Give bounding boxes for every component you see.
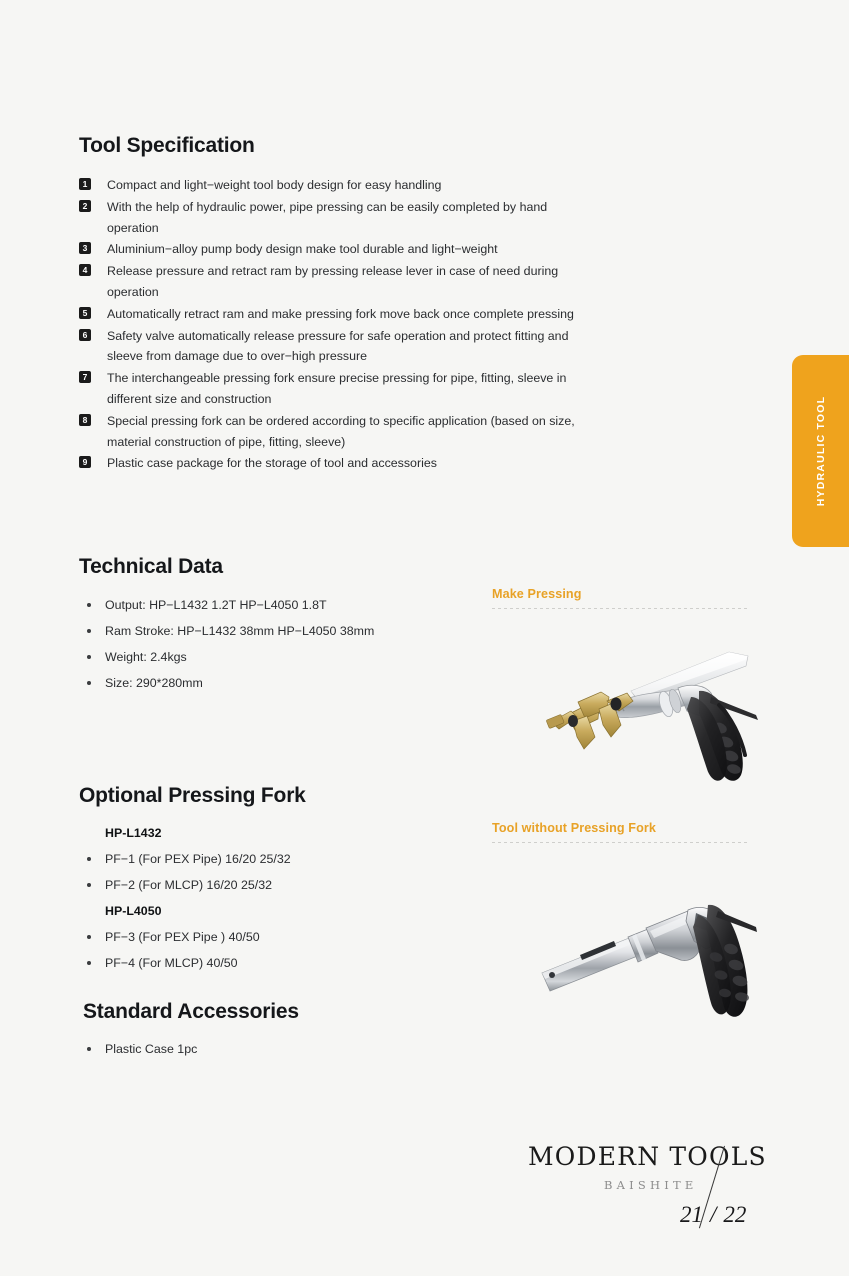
caption-divider — [492, 608, 748, 609]
list-item-text: Compact and light−weight tool body design for easy handling — [107, 178, 442, 192]
list-marker: 6 — [79, 329, 91, 341]
list-item: PF−3 (For PEX Pipe ) 40/50 — [79, 924, 499, 950]
list-item-text: Release pressure and retract ram by pressing release lever in case of need during operation — [107, 264, 559, 299]
footer-branding — [528, 1142, 828, 1262]
list-item-text: Special pressing fork can be ordered according to specific application (based on size, material construction of pipe, fitting, sleeve) — [107, 413, 575, 449]
brand-name: MODERN TOOLS — [528, 1142, 767, 1171]
optional-pressing-fork-list — [79, 820, 499, 976]
list-marker: 1 — [79, 178, 91, 190]
tool-specification-list — [79, 175, 579, 475]
list-item-text: With the help of hydraulic power, pipe pressing can be easily completed by hand operation — [107, 199, 548, 235]
page-total: 22 — [723, 1202, 747, 1227]
page-number — [680, 1202, 746, 1228]
product-photo-tool-without-fork — [528, 893, 760, 1043]
list-item — [79, 368, 579, 410]
list-item-text: Safety valve automatically release pressure for safe operation and protect fitting and sleeve from damage due to over−high pressure — [107, 328, 569, 364]
list-item: PF−2 (For MLCP) 16/20 25/32 — [79, 872, 499, 898]
list-item — [79, 453, 579, 474]
list-item: Output: HP−L1432 1.2T HP−L4050 1.8T — [79, 592, 499, 618]
page-current: 21 — [680, 1202, 703, 1227]
list-marker: 7 — [79, 371, 91, 383]
list-item: PF−4 (For MLCP) 40/50 — [79, 950, 499, 976]
list-item — [79, 304, 579, 325]
list-item — [79, 197, 579, 239]
list-item-text: Plastic case package for the storage of tool and accessories — [107, 456, 437, 471]
page-title-tool-specification: Tool Specification — [79, 134, 255, 157]
list-item — [79, 175, 579, 196]
list-item — [79, 261, 579, 303]
model-subheading-hp-l1432: HP-L1432 — [105, 826, 162, 840]
list-item-text: Aluminium−alloy pump body design make tool durable and light−weight — [107, 242, 498, 257]
list-item: Ram Stroke: HP−L1432 38mm HP−L4050 38mm — [79, 618, 499, 644]
section-title-optional-pressing-fork: Optional Pressing Fork — [79, 784, 306, 807]
list-item — [79, 411, 579, 453]
side-tab-hydraulic-tool[interactable] — [792, 355, 849, 547]
list-item: Plastic Case 1pc — [79, 1036, 479, 1062]
page-separator: / — [710, 1202, 717, 1227]
list-marker: 4 — [79, 264, 91, 276]
section-title-technical-data: Technical Data — [79, 555, 223, 578]
model-subheading-hp-l4050: HP-L4050 — [105, 904, 162, 918]
technical-data-list — [79, 592, 499, 696]
list-marker: 3 — [79, 242, 91, 254]
list-marker: 2 — [79, 200, 91, 212]
figure-caption-label: Tool without Pressing Fork — [492, 821, 656, 835]
list-item: Weight: 2.4kgs — [79, 644, 499, 670]
list-marker: 8 — [79, 414, 91, 426]
caption-divider — [492, 842, 748, 843]
list-marker: 5 — [79, 307, 91, 319]
list-item-text: Automatically retract ram and make pressing fork move back once complete pressing — [107, 306, 574, 321]
list-item: Size: 290*280mm — [79, 670, 499, 696]
list-item — [79, 326, 579, 368]
side-tab-label: HYDRAULIC TOOL — [814, 395, 827, 507]
list-item — [79, 239, 579, 260]
hydraulic-tool-no-fork-illustration — [528, 893, 760, 1038]
hydraulic-pressing-tool-illustration — [515, 645, 765, 800]
section-title-standard-accessories: Standard Accessories — [83, 1000, 299, 1023]
list-item-text: The interchangeable pressing fork ensure precise pressing for pipe, fitting, sleeve in different size and construction — [107, 371, 567, 406]
figure-caption-label: Make Pressing — [492, 587, 582, 601]
product-photo-make-pressing — [515, 645, 765, 805]
standard-accessories-list — [79, 1036, 479, 1062]
list-marker: 9 — [79, 456, 91, 468]
figure-caption-tool-without-pressing-fork — [492, 821, 748, 843]
figure-caption-make-pressing — [492, 587, 748, 609]
list-item: PF−1 (For PEX Pipe) 16/20 25/32 — [79, 846, 499, 872]
sub-brand-name: BAISHITE — [604, 1178, 698, 1192]
